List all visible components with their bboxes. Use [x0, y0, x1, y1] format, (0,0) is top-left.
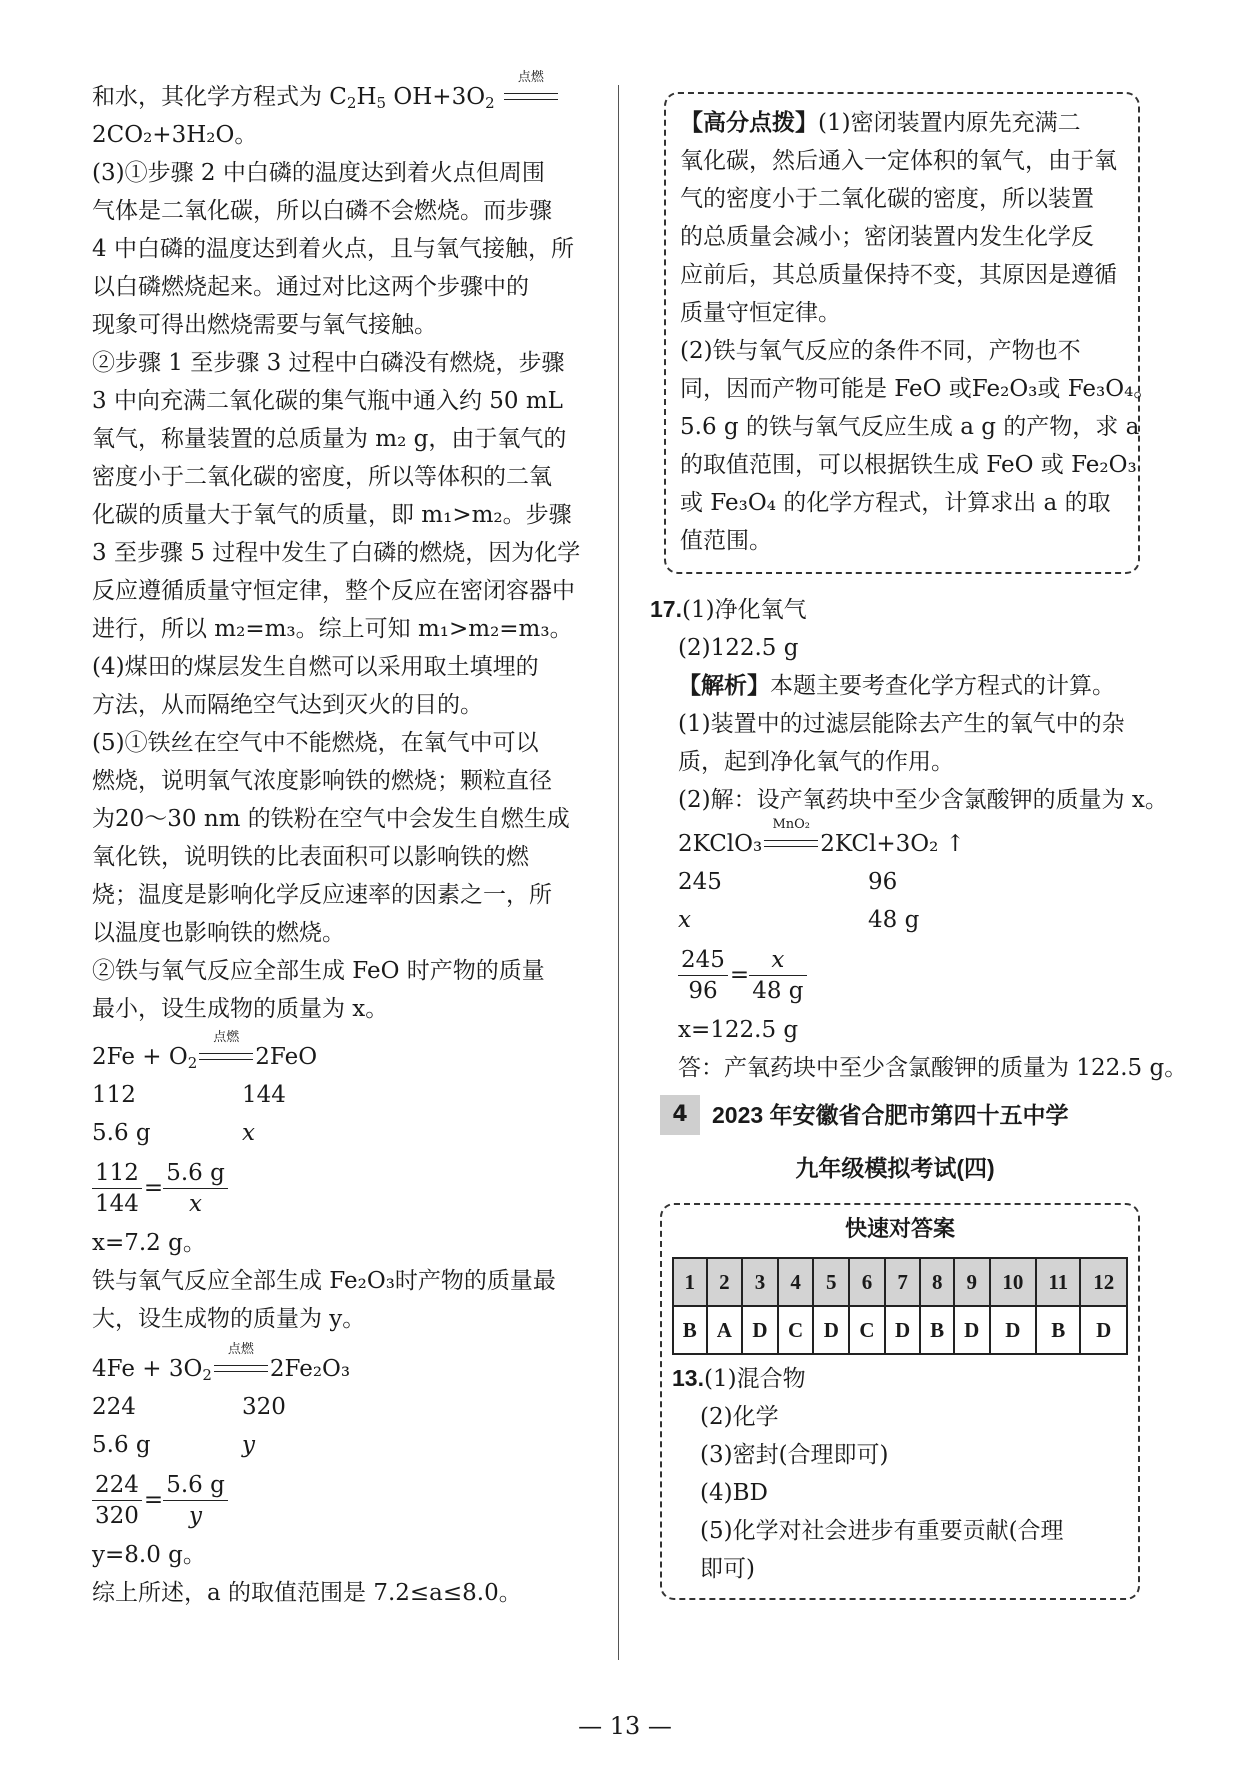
paragraph-5-1: (5)①铁丝在空气中不能燃烧，在氧气中可以 燃烧，说明氧气浓度影响铁的燃烧；颗粒直径 为20～30 nm 的铁粉在空气中会发生自燃生成 氧化铁，说明铁的比表面积可以影响铁的燃 烧；温度是影响化学反应速率的因素之一，所 以温度也影响铁的燃烧。: [92, 730, 570, 946]
feo-proportion: $\frac{112}{144}$ = $\frac{5.6 g}{x}$: [92, 1152, 600, 1224]
answer-number: 3: [742, 1258, 778, 1306]
reaction-arrow: 点燃: [502, 88, 560, 108]
answer-letter: D: [742, 1306, 778, 1354]
answer-letter: B: [673, 1306, 707, 1354]
page-number: — 13 —: [578, 1712, 672, 1740]
answer-letter: D: [990, 1306, 1037, 1354]
answer-number: 12: [1080, 1258, 1127, 1306]
answer-number: 2: [707, 1258, 743, 1306]
answer-number: 6: [849, 1258, 885, 1306]
kclo3-proportion: $\frac{245}{96}$ = $\frac{x}{48 g}$: [650, 939, 1140, 1011]
paragraph-5-2: ②铁与氧气反应全部生成 FeO 时产物的质量 最小，设生成物的质量为 x。: [92, 958, 545, 1022]
left-column: [92, 70, 600, 1612]
answer-number: 10: [990, 1258, 1037, 1306]
feo-equation: $2Fe + O_2$ 点燃 2FeO: [92, 1030, 318, 1072]
answer-letter: D: [1080, 1306, 1127, 1354]
paragraph-3-2: ②步骤 1 至步骤 3 过程中白磷没有燃烧，步骤 3 中向充满二氧化碳的集气瓶中通入约 50 mL 氧气，称量装置的总质量为 m₂ g，由于氧气的 密度小于二氧化碳的密度，所以等体积的二氧 化碳的质量大于氧气的质量，即 m₁>m₂。步骤 3 至步骤 5 过程中发生了白磷的燃烧，因为化学 反应遵循质量守恒定律，整个反应在密闭容器中 进行，所以 m₂=m₃。综上可知 m₁>m₂=m₃。: [92, 350, 581, 642]
paragraph-3-1: (3)①步骤 2 中白磷的温度达到着火点但周围 气体是二氧化碳，所以白磷不会燃烧。而步骤 4 中白磷的温度达到着火点，且与氧气接触，所 以白磷燃烧起来。通过对比这两个步骤中的 现象可得出燃烧需要与氧气接触。: [92, 160, 574, 338]
section-subtitle: 九年级模拟考试(四): [795, 1155, 995, 1181]
equation-ethanol-line1: 和水，其化学方程式为 $C_2H_5$ $OH+3O_2$ 点燃: [92, 78, 600, 116]
section-title: 2023 年安徽省合肥市第四十五中学: [712, 1102, 1069, 1128]
answer-letter: C: [849, 1306, 885, 1354]
tip-box: 【高分点拨】(1)密闭装置内原先充满二 氧化碳，然后通入一定体积的氧气，由于氧 气的密度小于二氧化碳的密度，所以装置 的总质量会减小；密闭装置内发生化学反 应前后，其总质量保持不变，其原因是遵循 质量守恒定律。 (2)铁与氧气反应的条件不同，产物也不 同，因而产物可能是 FeO 或Fe₂O₃或 Fe₃O₄。 5.6 g 的铁与氧气反应生成 a g 的产物，求 a 的取值范围，可以根据铁生成 FeO 或 Fe₂O₃ 或 Fe₃O₄ 的化学方程式，计算求出 a 的取 值范围。: [664, 92, 1140, 574]
answer-table: [672, 1257, 1128, 1355]
section-header: [660, 1095, 1140, 1135]
question-17: 17.(1)净化氧气 (2)122.5 g 【解析】本题主要考查化学方程式的计算。 (1)装置中的过滤层能除去产生的氧气中的杂 质，起到净化氧气的作用。 (2)解：设产氧药块中至少含氯酸钾的质量为 x。 2KClO₃ MnO₂ 2KCl+3O₂ ↑ 245 96 x 48 g $\frac{245}{96}$ = $\frac{x}{48 g}$ x=122.5 g 答：产氧药块中至少含氯酸钾的质量为 122.5 g。: [650, 596, 1188, 1081]
quick-answer-heading: 快速对答案: [844, 1217, 955, 1242]
answer-number: 7: [885, 1258, 921, 1306]
answer-letter: D: [954, 1306, 990, 1354]
answer-letter: A: [707, 1306, 743, 1354]
answer-number: 5: [813, 1258, 849, 1306]
answer-number: 8: [920, 1258, 954, 1306]
right-column: [650, 82, 1188, 1600]
answer-number: 11: [1036, 1258, 1080, 1306]
answer-letter: C: [778, 1306, 814, 1354]
quick-answer-box: 快速对答案 1 2 3 4 5 6 7 8 9 10 11 12 B A D C D C D B D D B D 13.(1)混合物 (2)化学 (3)密封(合理即可) (4)BD (5)化学对社会进步有重要贡献(合理 即可): [660, 1203, 1140, 1600]
tip-tag: 【高分点拨】: [680, 110, 818, 136]
conclusion: 综上所述，a 的取值范围是 7.2≤a≤8.0。: [92, 1580, 522, 1606]
fe2o3-equation: $4Fe + 3O_2$ 点燃 2Fe₂O₃: [92, 1342, 351, 1384]
equation-ethanol-line2: 2CO₂+3H₂O。: [92, 122, 258, 148]
feo-calculation: $2Fe + O_2$ 点燃 2FeO 112 144 5.6 g x $\frac{112}{144}$ = $\frac{5.6 g}{x}$ x=7.2 g。: [92, 1038, 600, 1262]
fe2o3-calculation: $4Fe + 3O_2$ 点燃 2Fe₂O₃ 224 320 5.6 g y $\frac{224}{320}$ = $\frac{5.6 g}{y}$ y=8.0 g。: [92, 1350, 600, 1574]
answer-letter: B: [920, 1306, 954, 1354]
feo-result: x=7.2 g。: [92, 1230, 206, 1256]
answer-letter: D: [813, 1306, 849, 1354]
answer-letter: B: [1036, 1306, 1080, 1354]
reaction-arrow: 点燃: [212, 1360, 270, 1380]
reaction-arrow: 点燃: [197, 1048, 255, 1068]
column-divider: [618, 85, 619, 1660]
answer-letter: D: [885, 1306, 921, 1354]
fe2o3-intro: 铁与氧气反应全部生成 Fe₂O₃时产物的质量最 大，设生成物的质量为 y。: [92, 1268, 556, 1332]
paragraph-4: (4)煤田的煤层发生自燃可以采用取土填埋的 方法，从而隔绝空气达到灭火的目的。: [92, 654, 539, 718]
reaction-arrow: MnO₂: [762, 835, 820, 855]
answer-number: 4: [778, 1258, 814, 1306]
fe2o3-proportion: $\frac{224}{320}$ = $\frac{5.6 g}{y}$: [92, 1464, 600, 1536]
answer-number: 9: [954, 1258, 990, 1306]
fe2o3-result: y=8.0 g。: [92, 1542, 206, 1568]
section-number: 4: [660, 1095, 700, 1135]
answer-number: 1: [673, 1258, 707, 1306]
kclo3-equation: 2KClO₃ MnO₂ 2KCl+3O₂ ↑: [678, 817, 965, 857]
